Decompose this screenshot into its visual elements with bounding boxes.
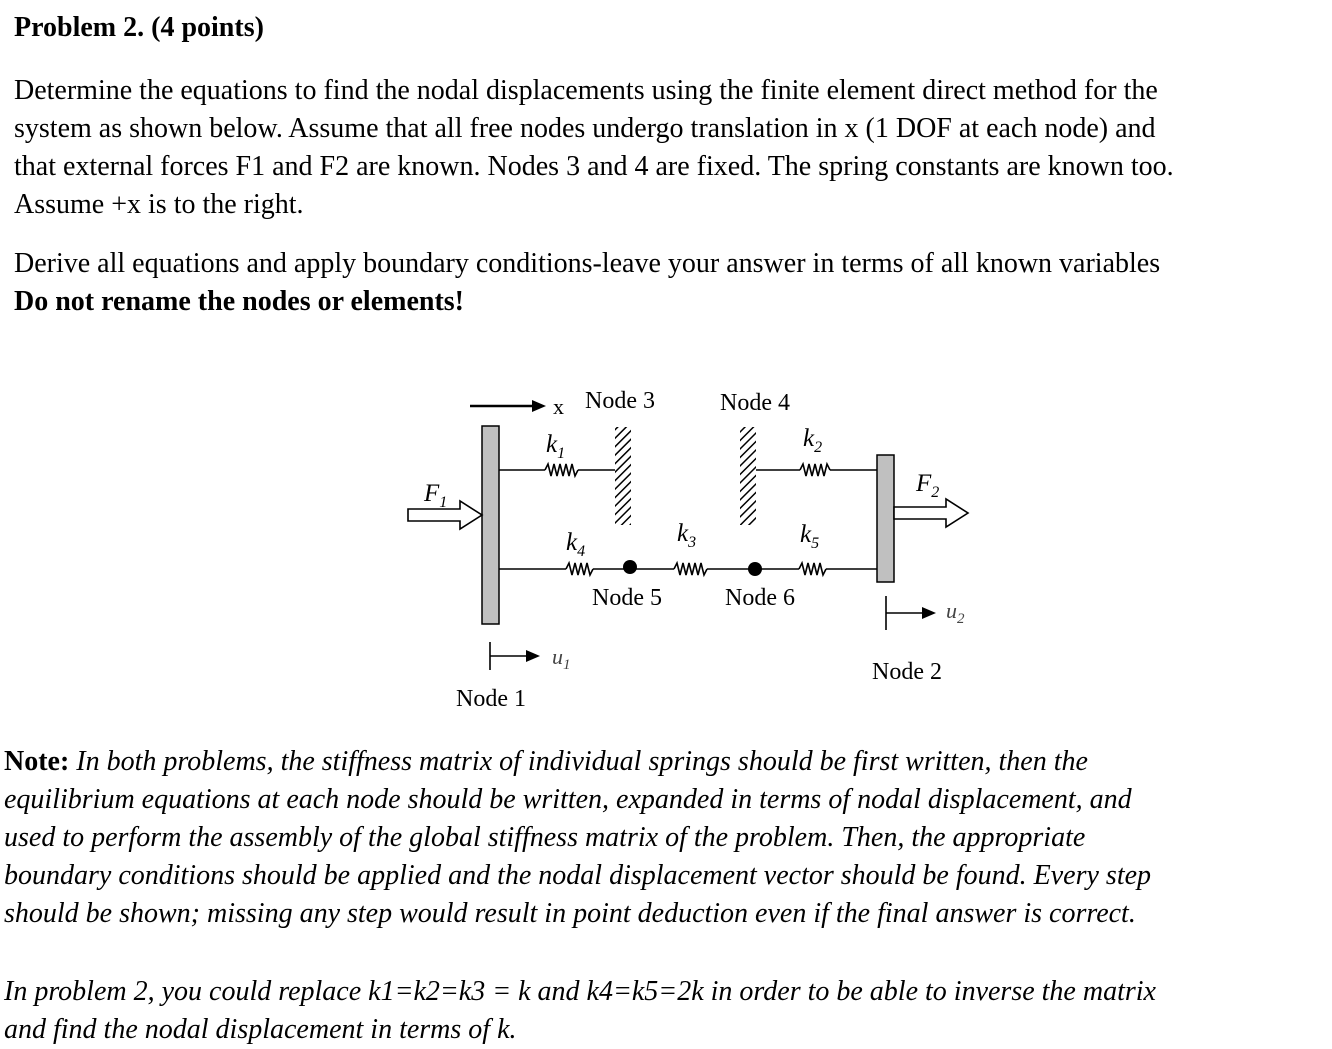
spring-k4 [499,563,630,575]
k4-label: $k_4$ [566,529,586,560]
node1-label: Node 1 [456,686,526,712]
x-axis-label: x [553,394,564,419]
spring-k3 [630,563,755,575]
hint-block [4,973,1156,1049]
spring-k2 [756,464,877,476]
note-line: equilibrium equations at each node should be written, expanded in terms of nodal displacement, and [4,784,1132,815]
force-f2-arrow [894,499,968,527]
spring-k1 [499,464,615,476]
node5-label: Node 5 [592,585,662,611]
x-axis-arrow [470,400,546,412]
hint-line: and find the nodal displacement in terms of k. [4,1014,517,1045]
k5-label: $k_5$ [800,521,820,552]
node3-label: Node 3 [585,388,655,414]
k3-label: $k_3$ [677,520,697,551]
problem-title: Problem 2. (4 points) [14,12,264,43]
instruction-text: Derive all equations and apply boundary conditions-leave your answer in terms of all known variables [14,248,1161,279]
force-f2-label: $F_2$ [916,470,940,501]
k2-label: $k_2$ [803,425,823,456]
note-line: boundary conditions should be applied and the nodal displacement vector should be found. Every step [4,860,1152,891]
node3-fixed-wall [615,427,631,525]
u2-displacement-arrow [886,596,936,630]
force-f1-label: $F_1$ [424,480,448,511]
problem-description [14,72,1174,224]
u1-displacement-arrow [490,642,540,670]
node4-label: Node 4 [720,390,790,416]
note-line: should be shown; missing any step would result in point deduction even if the final answer is correct. [4,898,1136,929]
hint-line: In problem 2, you could replace k1=k2=k3 = k and k4=k5=2k in order to be able to inverse the matrix [4,976,1156,1007]
node2-bar [877,455,894,582]
k1-label: $k_1$ [546,431,566,462]
warning-text: Do not rename the nodes or elements! [14,286,465,317]
node2-label: Node 2 [872,659,942,685]
note-label: Note: [4,746,70,777]
description-line: system as shown below. Assume that all free nodes undergo translation in x (1 DOF at each node) and [14,113,1156,144]
note-block [4,743,1151,933]
node4-fixed-wall [740,427,756,525]
node1-bar [482,426,499,624]
u2-label: $u_2$ [946,598,965,627]
node6-point [748,562,762,576]
description-line: Assume +x is to the right. [14,189,304,220]
note-line: In both problems, the stiffness matrix of individual springs should be first written, then the [69,746,1088,777]
spring-system-diagram [0,370,1332,720]
description-line: Determine the equations to find the nodal displacements using the finite element direct method for the [14,75,1158,106]
u1-label: $u_1$ [552,644,571,673]
instructions [14,245,1160,321]
node5-point [623,560,637,574]
node6-label: Node 6 [725,585,795,611]
spring-k5 [755,563,877,575]
note-line: used to perform the assembly of the global stiffness matrix of the problem. Then, the appropriate [4,822,1086,853]
description-line: that external forces F1 and F2 are known. Nodes 3 and 4 are fixed. The spring constants are known too. [14,151,1174,182]
